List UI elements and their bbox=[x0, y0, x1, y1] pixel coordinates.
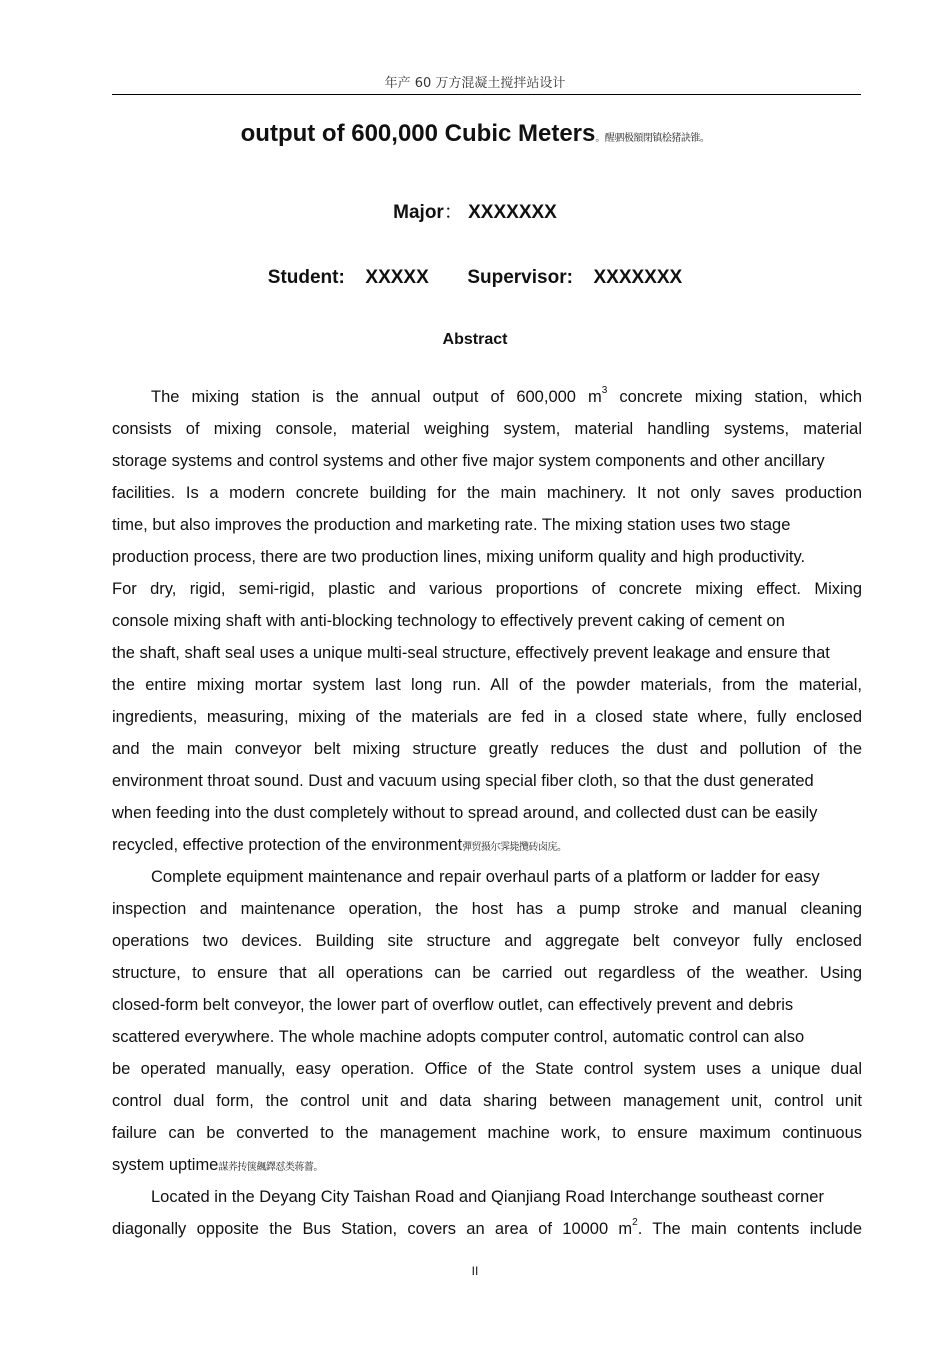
abstract-heading: Abstract bbox=[442, 331, 508, 348]
paragraph-line: the shaft, shaft seal uses a unique multi-seal structure, effectively prevent leakage and ensure that bbox=[112, 644, 830, 662]
document-title bbox=[0, 120, 950, 148]
major-line bbox=[0, 197, 950, 224]
paragraph-line: failure can be converted to the management machine work, to ensure maximum continuous bbox=[112, 1124, 862, 1142]
major-label: Major bbox=[393, 202, 444, 223]
student-label: Student: bbox=[267, 267, 345, 288]
superscript: 3 bbox=[601, 385, 608, 396]
paragraph-line: control dual form, the control unit and data sharing between management unit, control unit bbox=[112, 1092, 862, 1110]
page-number: II bbox=[471, 1264, 479, 1278]
major-value: XXXXXXX bbox=[468, 202, 557, 223]
paragraph-line: when feeding into the dust completely without to spread around, and collected dust can be easily bbox=[112, 804, 818, 822]
paragraph-line: closed-form belt conveyor, the lower part of overflow outlet, can effectively prevent and debris bbox=[112, 996, 794, 1014]
paragraph-line: consists of mixing console, material weighing system, material handling systems, material bbox=[112, 420, 862, 438]
major-separator: ： bbox=[443, 202, 463, 223]
student-supervisor-line bbox=[0, 267, 950, 289]
paragraph-line: time, but also improves the production and marketing rate. The mixing station uses two stage bbox=[112, 516, 791, 534]
supervisor-label: Supervisor: bbox=[467, 267, 573, 288]
page-header: 年产 60 万方混凝土搅拌站设计 bbox=[384, 76, 566, 91]
supervisor-value: XXXXXXX bbox=[593, 267, 683, 288]
paragraph-line: and the main conveyor belt mixing structure greatly reduces the dust and pollution of the bbox=[112, 740, 862, 758]
title-text: output of 600,000 Cubic Meters bbox=[240, 120, 596, 147]
paragraph-line: console mixing shaft with anti-blocking technology to effectively prevent caking of cement on bbox=[112, 612, 785, 630]
paragraph-line: For dry, rigid, semi-rigid, plastic and various proportions of concrete mixing effect. Mixing bbox=[112, 580, 862, 598]
paragraph-line: inspection and maintenance operation, the host has a pump stroke and manual cleaning bbox=[112, 900, 862, 918]
title-garbled-suffix: 。醒驷极額閉镇桧猪訣锥。 bbox=[595, 133, 710, 144]
paragraph-line: facilities. Is a modern concrete building for the main machinery. It not only saves production bbox=[112, 484, 862, 502]
garbled-text: 彈贸摄尔霁毙攬砖卤庑。 bbox=[462, 842, 567, 853]
paragraph-line: environment throat sound. Dust and vacuum using special fiber cloth, so that the dust generated bbox=[112, 772, 814, 790]
paragraph-line: diagonally opposite the Bus Station, covers an area of 10000 $m^2$. The main contents include bbox=[112, 1217, 862, 1238]
garbled-text: 謀荞抟箧飆鐸怼类蒋薔。 bbox=[218, 1162, 323, 1173]
paragraph-line: system uptime謀荞抟箧飆鐸怼类蒋薔。 bbox=[112, 1156, 323, 1174]
paragraph-line: storage systems and control systems and other five major system components and other ancillary bbox=[112, 452, 825, 470]
student-value: XXXXX bbox=[365, 267, 429, 288]
paragraph-line: operations two devices. Building site structure and aggregate belt conveyor fully enclosed bbox=[112, 932, 862, 950]
paragraph-line: ingredients, measuring, mixing of the materials are fed in a closed state where, fully enclosed bbox=[112, 708, 862, 726]
paragraph-line: be operated manually, easy operation. Office of the State control system uses a unique dual bbox=[112, 1060, 862, 1078]
paragraph-line: scattered everywhere. The whole machine adopts computer control, automatic control can also bbox=[112, 1028, 805, 1046]
paragraph-line: the entire mixing mortar system last long run. All of the powder materials, from the material, bbox=[112, 676, 862, 694]
paragraph-line: structure, to ensure that all operations can be carried out regardless of the weather. Using bbox=[112, 964, 862, 982]
paragraph-line: The mixing station is the annual output of 600,000 $m^3$ concrete mixing station, which bbox=[151, 385, 862, 406]
header-divider bbox=[112, 94, 861, 95]
abstract-body bbox=[112, 381, 862, 1245]
paragraph-line: Located in the Deyang City Taishan Road and Qianjiang Road Interchange southeast corner bbox=[151, 1188, 824, 1206]
paragraph-line: Complete equipment maintenance and repair overhaul parts of a platform or ladder for easy bbox=[151, 868, 820, 886]
paragraph-line: recycled, effective protection of the environment彈贸摄尔霁毙攬砖卤庑。 bbox=[112, 836, 567, 854]
paragraph-line: production process, there are two production lines, mixing uniform quality and high productivity. bbox=[112, 548, 806, 566]
superscript: 2 bbox=[632, 1217, 638, 1228]
